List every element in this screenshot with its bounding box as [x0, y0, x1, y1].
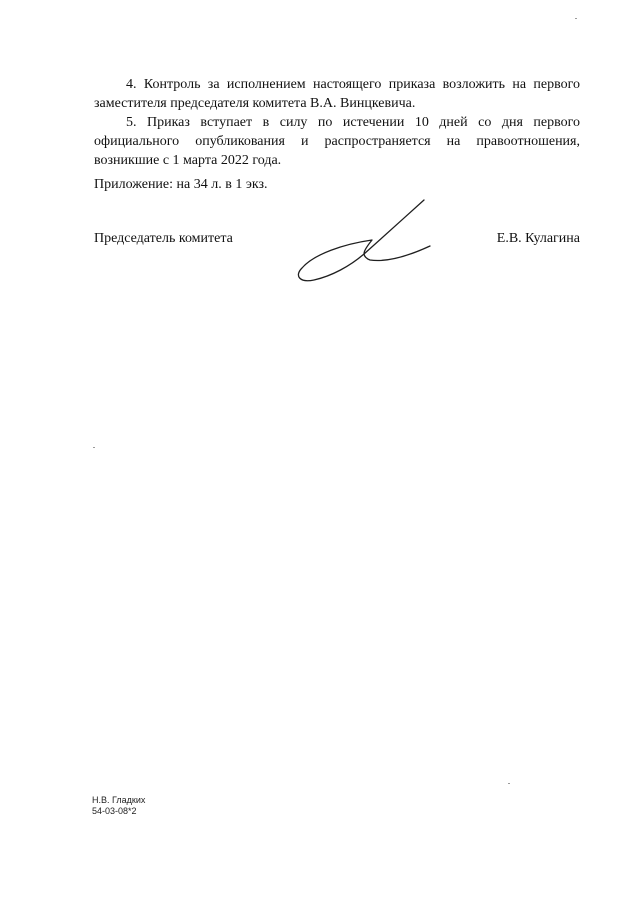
paragraph-5-line-1: 5. Приказ вступает в силу по истечении 10 дней со дня первого: [126, 115, 580, 130]
scan-speck: [508, 783, 510, 784]
executor-phone: 54-03-08*2: [92, 806, 137, 816]
executor-name: Н.В. Гладких: [92, 795, 146, 805]
paragraph-5: [94, 113, 580, 170]
handwritten-signature: [292, 196, 432, 286]
paragraph-4-line-2: заместителя председателя комитета В.А. Винцкевича.: [94, 96, 416, 111]
signatory-title: Председатель комитета: [94, 231, 233, 246]
paragraph-4: [94, 75, 580, 113]
paragraph-5-line-3: возникшие с 1 марта 2022 года.: [94, 153, 282, 168]
scan-speck: [93, 447, 95, 448]
paragraph-4-line-1: 4. Контроль за исполнением настоящего приказа возложить на первого: [126, 77, 580, 92]
signatory-name: Е.В. Кулагина: [496, 231, 580, 246]
executor-footer: [92, 795, 145, 817]
paragraph-5-line-2: официального опубликования и распространяется на правоотношения,: [94, 134, 580, 149]
attachment-note: Приложение: на 34 л. в 1 экз.: [94, 177, 268, 192]
scan-speck: [575, 18, 577, 19]
